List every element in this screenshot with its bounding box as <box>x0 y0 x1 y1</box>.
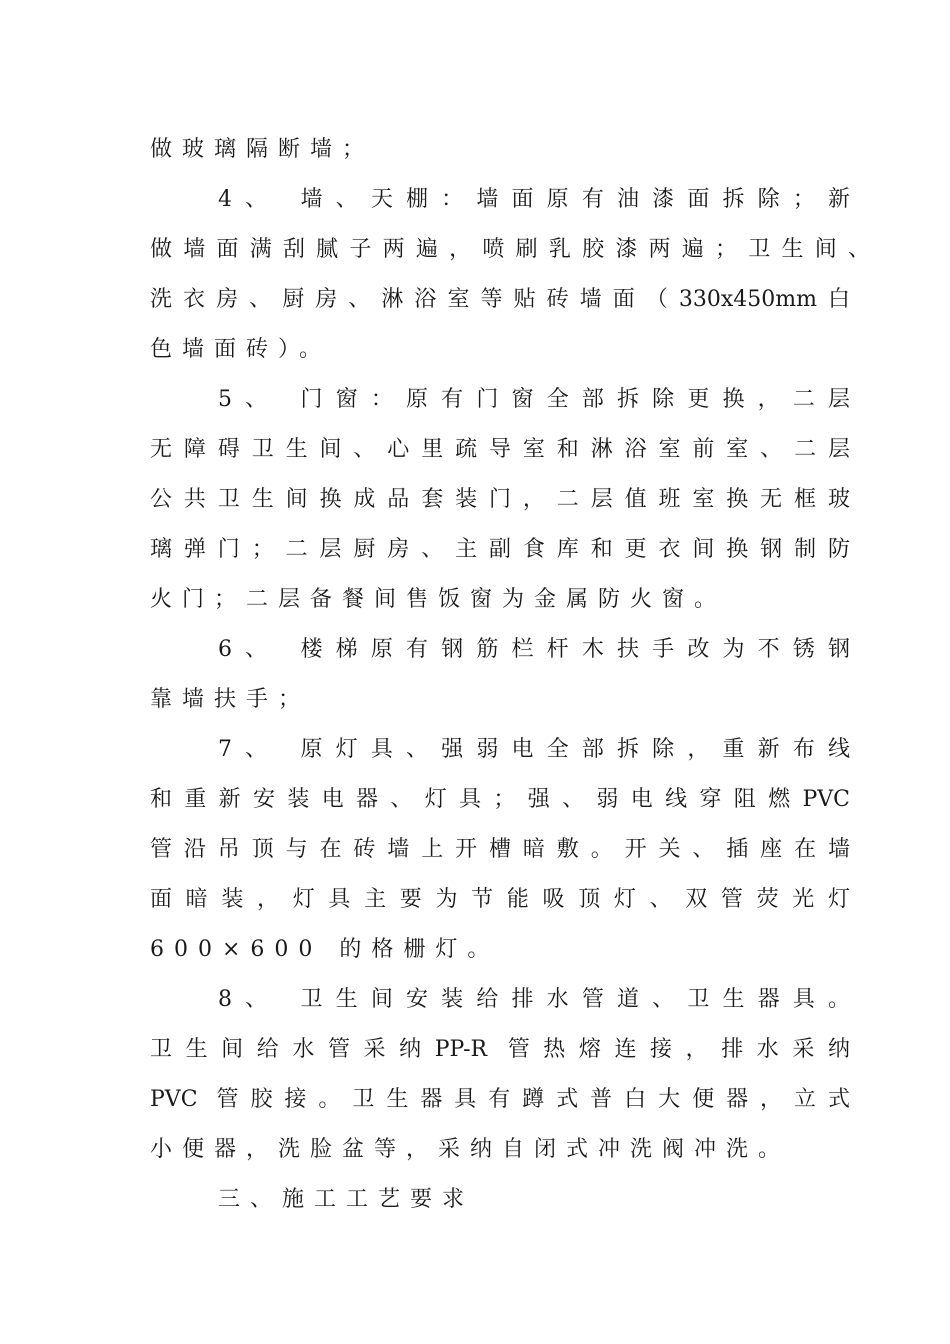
text-line: 面暗装，灯具主要为节能吸顶灯、双管荧光灯 <box>150 887 850 912</box>
text-line: 做墙面满刮腻子两遍，喷刷乳胶漆两遍；卫生间、 <box>150 237 870 262</box>
text-line: 火门；二层备餐间售饭窗为金属防火窗。 <box>150 587 727 612</box>
paragraph-5-start: 5、 门窗：原有门窗全部拆除更换，二层 <box>218 387 850 412</box>
text-line: 璃弹门；二层厨房、主副食库和更衣间换钢制防 <box>150 537 850 562</box>
paragraph-6-start: 6、 楼梯原有钢筋栏杆木扶手改为不锈钢 <box>218 637 850 662</box>
paragraph-4-start: 4、 墙、天棚：墙面原有油漆面拆除；新 <box>218 187 850 212</box>
section-heading: 三、施工工艺要求 <box>218 1187 475 1212</box>
text-line: 色墙面砖）。 <box>150 337 332 362</box>
text-line: PVC 管胶接。卫生器具有蹲式普白大便器，立式 <box>150 1087 850 1112</box>
text-line: 管沿吊顶与在砖墙上开槽暗敷。开关、插座在墙 <box>150 837 850 862</box>
text-line: 洗衣房、厨房、淋浴室等贴砖墙面（330x450mm白 <box>150 287 850 312</box>
text-line: 公共卫生间换成品套装门，二层值班室换无框玻 <box>150 487 850 512</box>
text-line: 小便器，洗脸盆等，采纳自闭式冲洗阀冲洗。 <box>150 1137 791 1162</box>
text-line: 和重新安装电器、灯具；强、弱电线穿阻燃PVC <box>150 787 850 812</box>
paragraph-8-start: 8、 卫生间安装给排水管道、卫生器具。 <box>218 987 850 1012</box>
text-line: 做玻璃隔断墙； <box>150 137 375 162</box>
paragraph-7-start: 7、 原灯具、强弱电全部拆除，重新布线 <box>218 737 850 762</box>
text-line: 卫生间给水管采纳PP-R 管热熔连接，排水采纳 <box>150 1037 850 1062</box>
text-line: 靠墙扶手； <box>150 687 311 712</box>
text-line: 无障碍卫生间、心里疏导室和淋浴室前室、二层 <box>150 437 850 462</box>
text-line: 600×600 的格栅灯。 <box>150 937 500 962</box>
